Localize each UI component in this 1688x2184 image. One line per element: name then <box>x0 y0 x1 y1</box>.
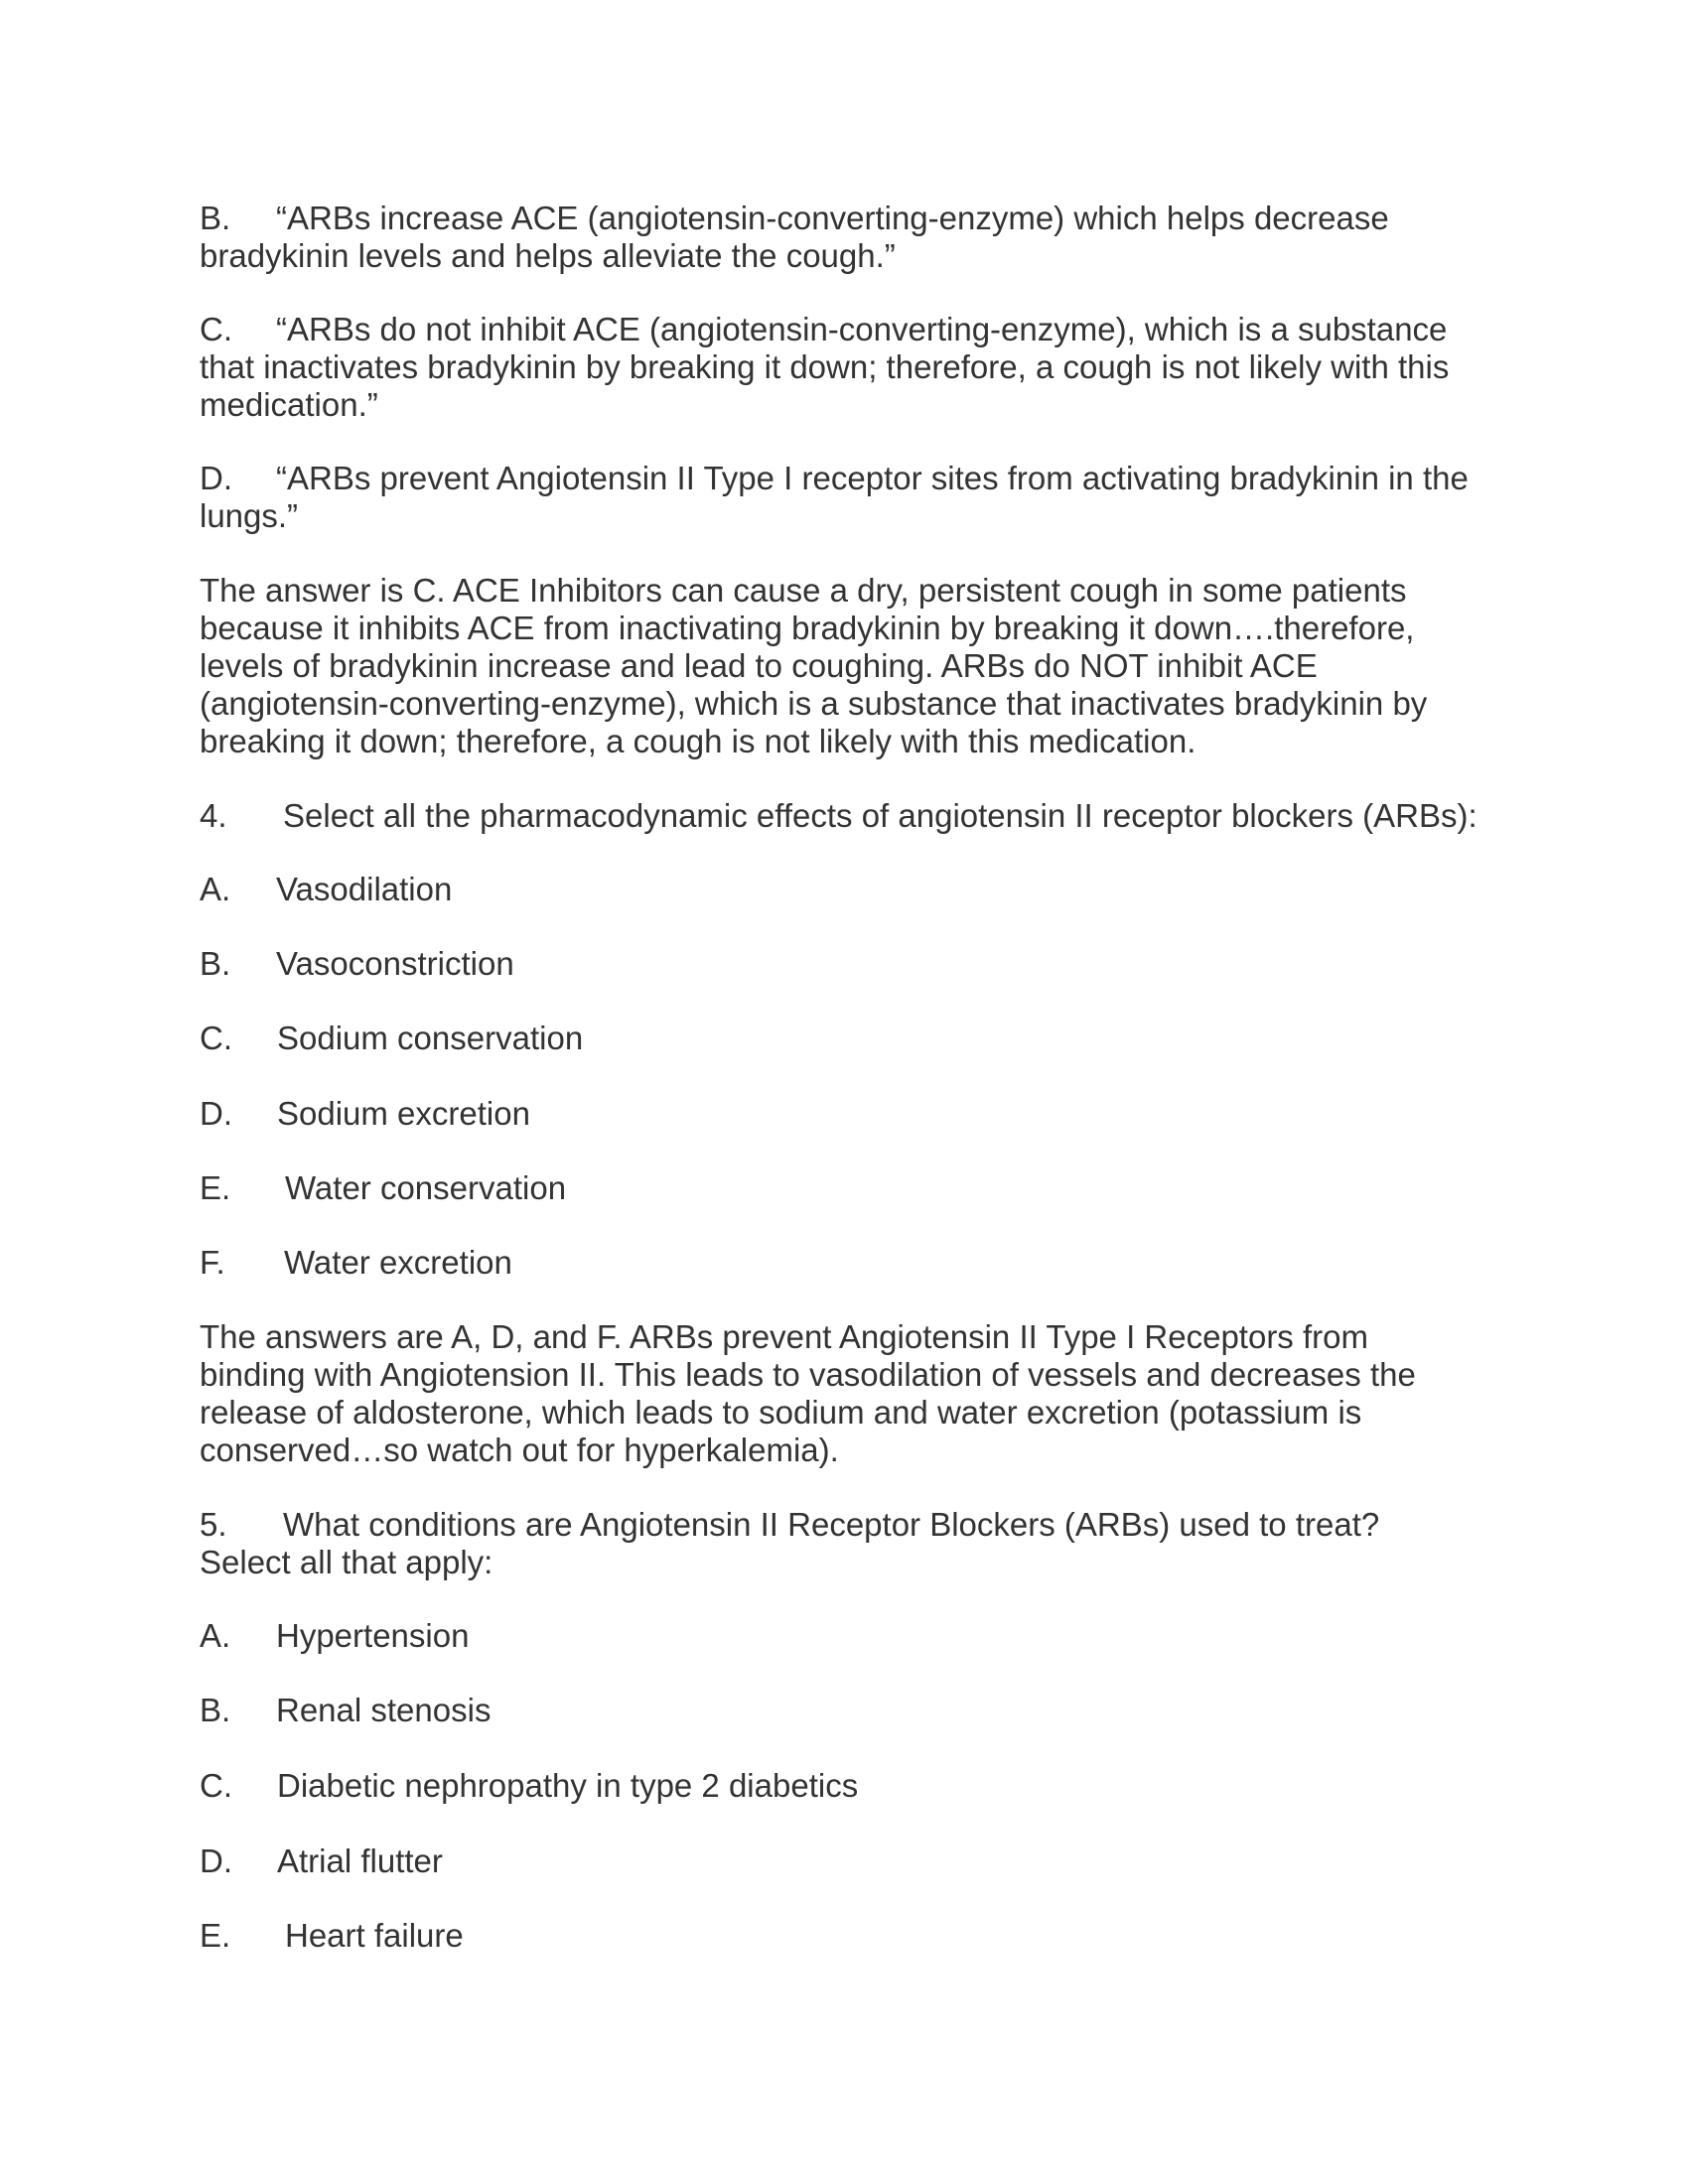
option-text-line: medication.” <box>200 386 378 423</box>
question-text: Select all the pharmacodynamic effects of angiotensin II receptor blockers (ARBs): <box>283 797 1477 834</box>
option-text-line: bradykinin levels and helps alleviate the cough.” <box>200 237 896 274</box>
option-text: Hypertension <box>276 1617 470 1654</box>
option-text: Vasodilation <box>276 871 453 907</box>
option-text: Water excretion <box>284 1244 512 1281</box>
paragraph-line: The answers are A, D, and F. ARBs prevent Angiotensin II Type I Receptors from <box>200 1318 1368 1355</box>
question-text: Select all that apply: <box>200 1544 493 1580</box>
option-text: Vasoconstriction <box>276 945 514 982</box>
paragraph-line: levels of bradykinin increase and lead to coughing. ARBs do NOT inhibit ACE <box>200 647 1318 684</box>
option-text: Atrial flutter <box>277 1843 443 1879</box>
option-text: Diabetic nephropathy in type 2 diabetics <box>277 1767 859 1804</box>
option-label: E. <box>200 1917 231 1954</box>
option-label: C. <box>200 1020 232 1056</box>
option-text: Renal stenosis <box>276 1692 492 1728</box>
option-text: Sodium conservation <box>277 1020 584 1056</box>
option-label: F. <box>200 1244 225 1281</box>
option-label: D. <box>200 1095 232 1132</box>
option-text: Water conservation <box>285 1169 567 1206</box>
option-text-line: that inactivates bradykinin by breaking it down; therefore, a cough is not likely with this <box>200 348 1450 385</box>
option-label: E. <box>200 1169 231 1206</box>
paragraph-line: because it inhibits ACE from inactivating bradykinin by breaking it down….therefore, <box>200 610 1415 646</box>
option-text-line: lungs.” <box>200 497 299 534</box>
paragraph-line: breaking it down; therefore, a cough is not likely with this medication. <box>200 723 1196 759</box>
paragraph-line: conserved…so watch out for hyperkalemia). <box>200 1432 839 1468</box>
option-text-line: “ARBs do not inhibit ACE (angiotensin-converting-enzyme), which is a substance <box>276 311 1448 347</box>
paragraph-line: The answer is C. ACE Inhibitors can cause a dry, persistent cough in some patients <box>200 572 1407 609</box>
option-label: B. <box>200 1692 231 1728</box>
paragraph-line: (angiotensin-converting-enzyme), which is a substance that inactivates bradykinin by <box>200 685 1428 722</box>
question-number: 4. <box>200 797 227 834</box>
paragraph-line: release of aldosterone, which leads to sodium and water excretion (potassium is <box>200 1394 1362 1431</box>
option-text: Heart failure <box>285 1917 464 1954</box>
option-label: D. <box>200 1843 232 1879</box>
option-text-line: “ARBs prevent Angiotensin II Type I receptor sites from activating bradykinin in the <box>276 460 1469 496</box>
option-label: C. <box>200 1767 232 1804</box>
option-label: A. <box>200 1617 231 1654</box>
option-label: A. <box>200 871 231 907</box>
option-text-line: “ARBs increase ACE (angiotensin-converting-enzyme) which helps decrease <box>276 200 1389 236</box>
question-number: 5. <box>200 1506 227 1543</box>
option-text: Sodium excretion <box>277 1095 530 1132</box>
option-label: D. <box>200 460 232 496</box>
question-text: What conditions are Angiotensin II Receptor Blockers (ARBs) used to treat? <box>283 1506 1380 1543</box>
option-label: B. <box>200 200 231 236</box>
option-label: B. <box>200 945 231 982</box>
paragraph-line: binding with Angiotension II. This leads to vasodilation of vessels and decreases the <box>200 1356 1416 1393</box>
option-label: C. <box>200 311 232 347</box>
